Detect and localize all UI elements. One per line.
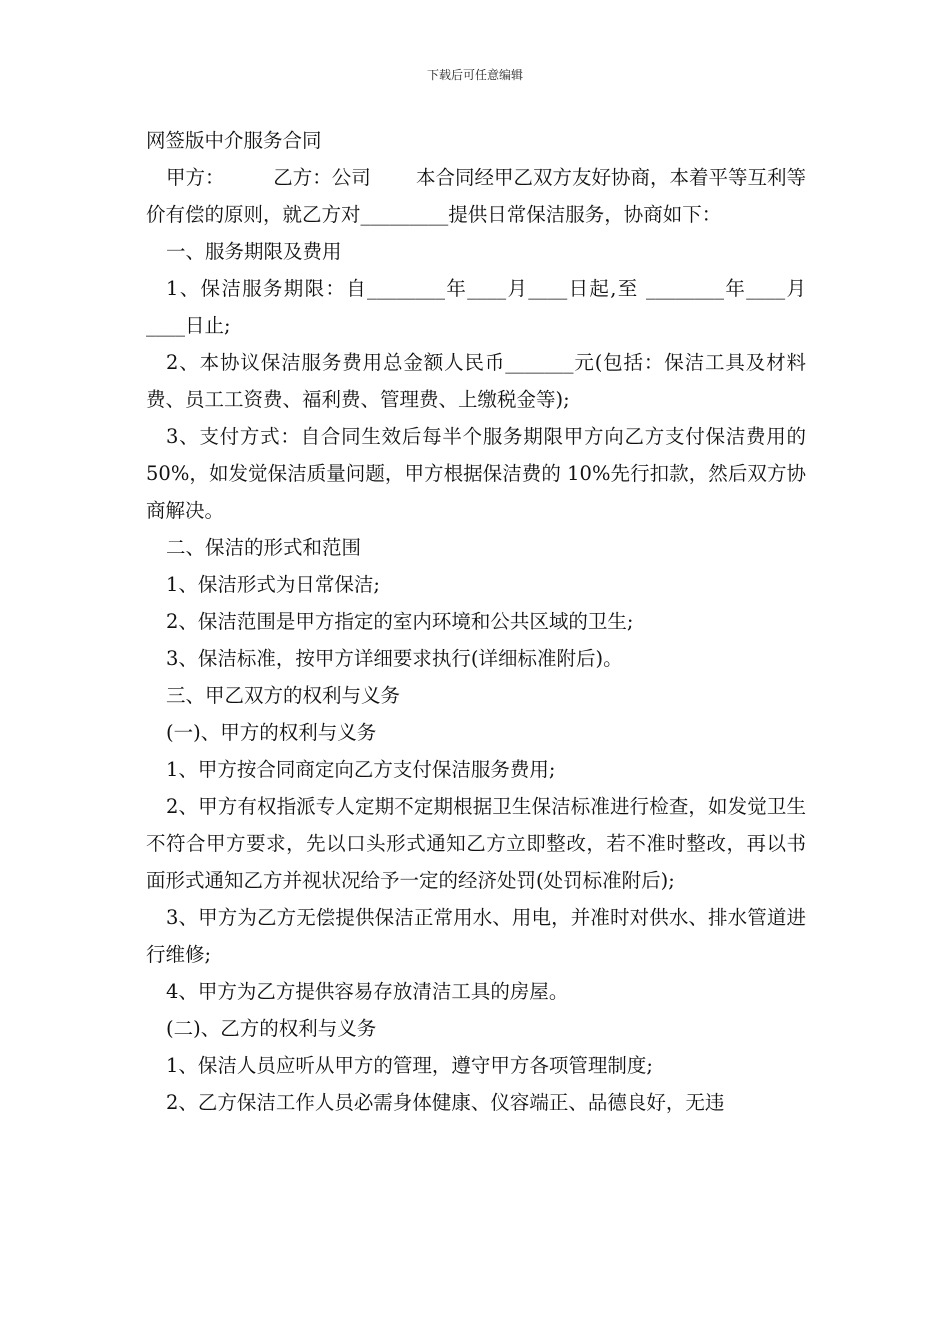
paragraph-service-period: 1、保洁服务期限：自________年____月____日起,至 ________年____月____日止; — [146, 277, 806, 337]
document-body — [146, 122, 806, 1121]
page-header-note: 下载后可任意编辑 — [426, 68, 523, 82]
section-heading-2: 二、保洁的形式和范围 — [166, 536, 362, 559]
paragraph-party-a-1: 1、甲方按合同商定向乙方支付保洁服务费用; — [166, 758, 556, 781]
paragraph-service-fee: 2、本协议保洁服务费用总金额人民币_______元(包括：保洁工具及材料费、员工工资费、福利费、管理费、上缴税金等); — [146, 351, 806, 411]
paragraph-intro: 甲方： 乙方：公司 本合同经甲乙双方友好协商，本着平等互利等价有偿的原则，就乙方对_________提供日常保洁服务，协商如下： — [146, 166, 806, 226]
paragraph-cleaning-scope: 2、保洁范围是甲方指定的室内环境和公共区域的卫生; — [166, 610, 634, 633]
paragraph-cleaning-form: 1、保洁形式为日常保洁; — [166, 573, 380, 596]
paragraph-party-b-1: 1、保洁人员应听从甲方的管理，遵守甲方各项管理制度; — [166, 1054, 653, 1077]
paragraph-party-b-2: 2、乙方保洁工作人员必需身体健康、仪容端正、品德良好，无违 — [166, 1091, 725, 1114]
paragraph-payment-method: 3、支付方式：自合同生效后每半个服务期限甲方向乙方支付保洁费用的 50%，如发觉保洁质量问题，甲方根据保洁费的 10%先行扣款，然后双方协商解决。 — [146, 425, 806, 522]
paragraph-party-a-2: 2、甲方有权指派专人定期不定期根据卫生保洁标准进行检查，如发觉卫生不符合甲方要求，先以口头形式通知乙方立即整改，若不准时整改，再以书面形式通知乙方并视状况给予一定的经济处罚(处罚标准附后); — [146, 795, 806, 892]
section-heading-3: 三、甲乙双方的权利与义务 — [166, 684, 401, 707]
paragraph-party-a-3: 3、甲方为乙方无偿提供保洁正常用水、用电，并准时对供水、排水管道进行维修; — [146, 906, 806, 966]
subsection-heading-party-b: (二)、乙方的权利与义务 — [166, 1017, 377, 1040]
paragraph-cleaning-standard: 3、保洁标准，按甲方详细要求执行(详细标准附后)。 — [166, 647, 623, 670]
document-title: 网签版中介服务合同 — [146, 129, 322, 152]
section-heading-1: 一、服务期限及费用 — [166, 240, 342, 263]
paragraph-party-a-4: 4、甲方为乙方提供容易存放清洁工具的房屋。 — [166, 980, 569, 1003]
subsection-heading-party-a: (一)、甲方的权利与义务 — [166, 721, 377, 744]
